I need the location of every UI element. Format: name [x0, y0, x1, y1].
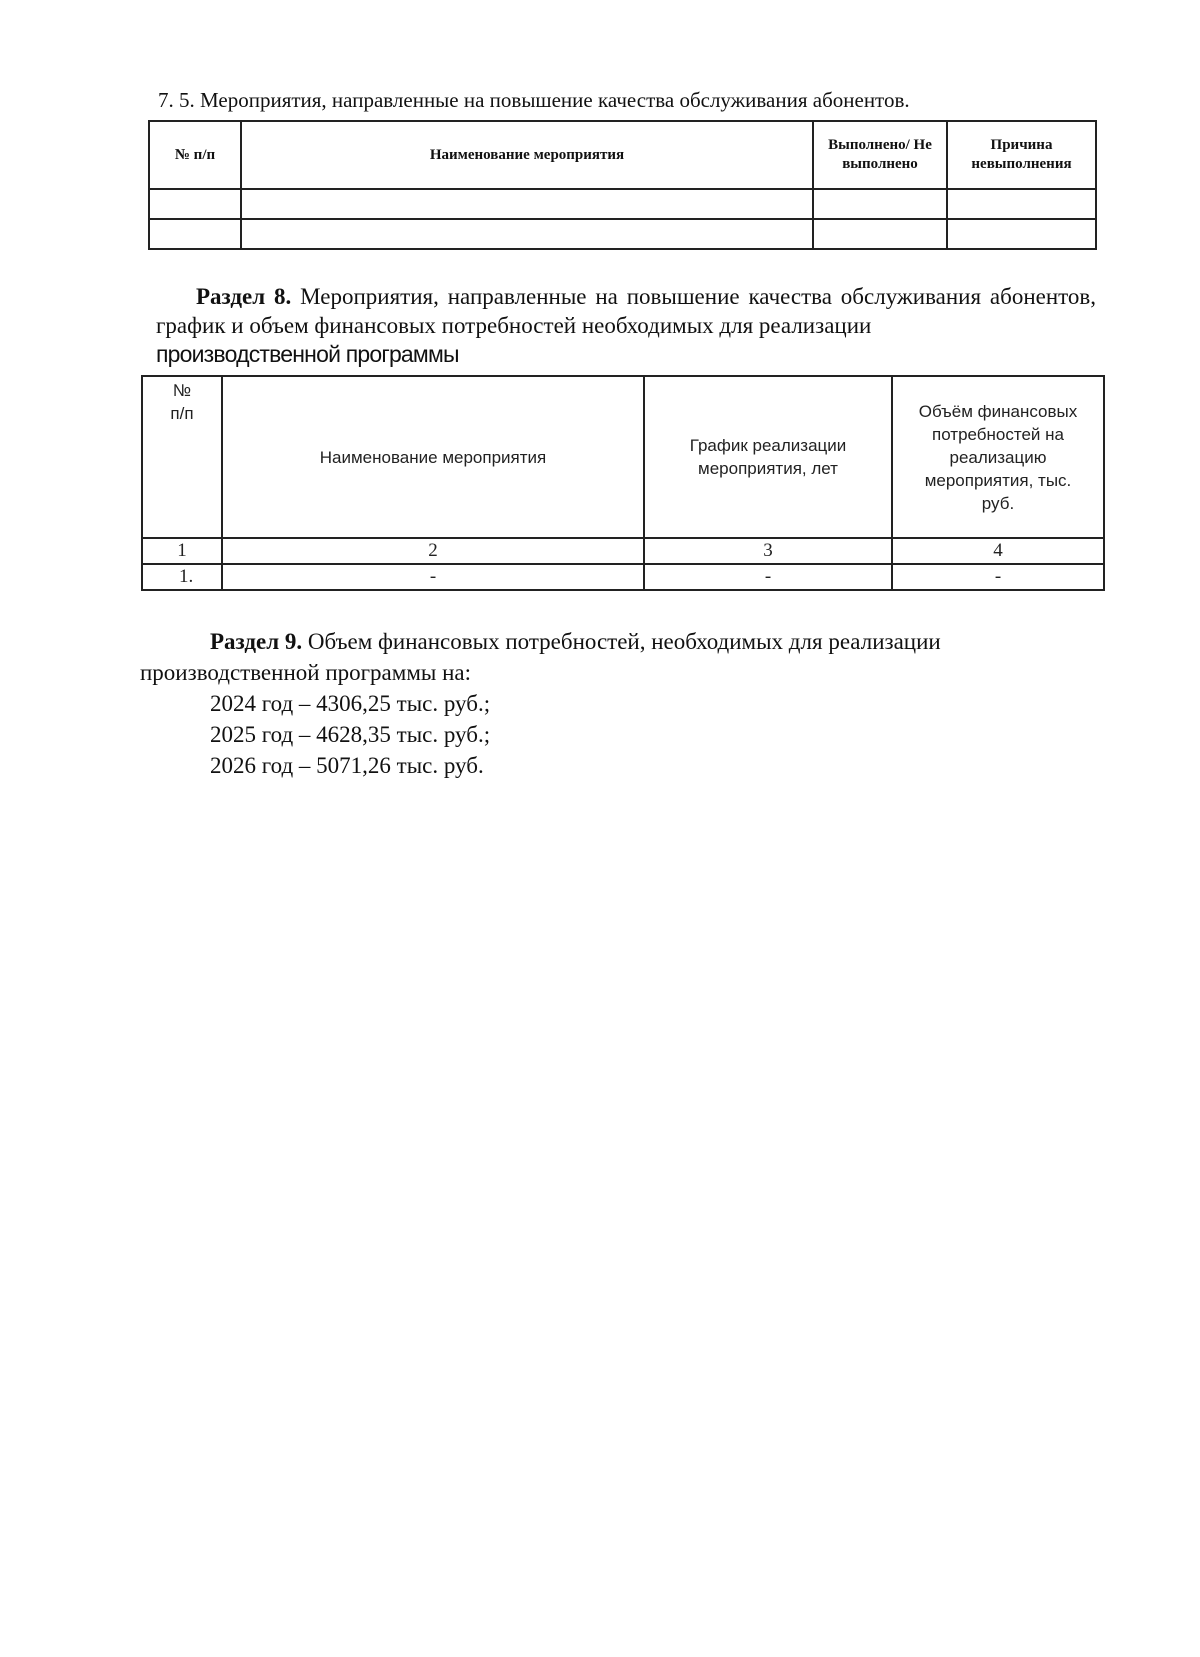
table-cell: - [644, 564, 892, 590]
section-7-5-title: 7. 5. Мероприятия, направленные на повышение качества обслуживания абонентов. [158, 88, 910, 112]
table-cell: - [222, 564, 644, 590]
header-number [142, 376, 222, 538]
table-header-row [142, 376, 1104, 538]
column-number: 4 [892, 538, 1104, 564]
column-number: 1 [142, 538, 222, 564]
column-number: 3 [644, 538, 892, 564]
table-header-row [149, 121, 1096, 189]
header-status: Выполнено/ Не выполнено [813, 121, 947, 189]
section-8-paragraph [156, 282, 1096, 340]
year-amount-2026: 2026 год – 5071,26 тыс. руб. [210, 753, 484, 778]
column-number: 2 [222, 538, 644, 564]
year-amount-2024: 2024 год – 4306,25 тыс. руб.; [210, 691, 491, 716]
section-9-label: Раздел 9. [210, 629, 303, 654]
header-event-name: Наименование мероприятия [222, 376, 644, 538]
table-row [149, 219, 1096, 249]
header-finance-volume-text: Объём финансовых потребностей на реализацию мероприятия, тыс. руб. [918, 401, 1078, 513]
header-finance-volume [892, 376, 1104, 538]
table-cell [241, 219, 813, 249]
table-cell [947, 189, 1096, 219]
header-schedule-text: График реализации мероприятия, лет [689, 436, 847, 478]
header-event-name: Наименование мероприятия [241, 121, 813, 189]
table-cell [241, 189, 813, 219]
section-9-paragraph [140, 626, 1080, 688]
table-cell [813, 219, 947, 249]
section-8-text-last-line: производственной программы [156, 341, 459, 367]
header-number: № п/п [149, 121, 241, 189]
events-status-table [148, 120, 1097, 250]
header-number-text: № п/п [170, 381, 194, 423]
table-cell [149, 189, 241, 219]
table-cell [813, 189, 947, 219]
table-row [142, 564, 1104, 590]
table-cell: - [892, 564, 1104, 590]
events-finance-table [141, 375, 1105, 591]
header-reason: Причина невыполнения [947, 121, 1096, 189]
section-9-text: Объем финансовых потребностей, необходимых для реализации производственной программы на: [140, 629, 941, 685]
table-cell [947, 219, 1096, 249]
year-amount-2025: 2025 год – 4628,35 тыс. руб.; [210, 722, 491, 747]
section-8-text: Мероприятия, направленные на повышение качества обслуживания абонентов, график и объем финансовых потребностей необходимых для реализации [156, 284, 1097, 338]
table-cell [149, 219, 241, 249]
table-row [149, 189, 1096, 219]
column-numbers-row [142, 538, 1104, 564]
header-schedule [644, 376, 892, 538]
section-8-label: Раздел 8. [196, 284, 292, 309]
table-cell: 1. [142, 564, 222, 590]
